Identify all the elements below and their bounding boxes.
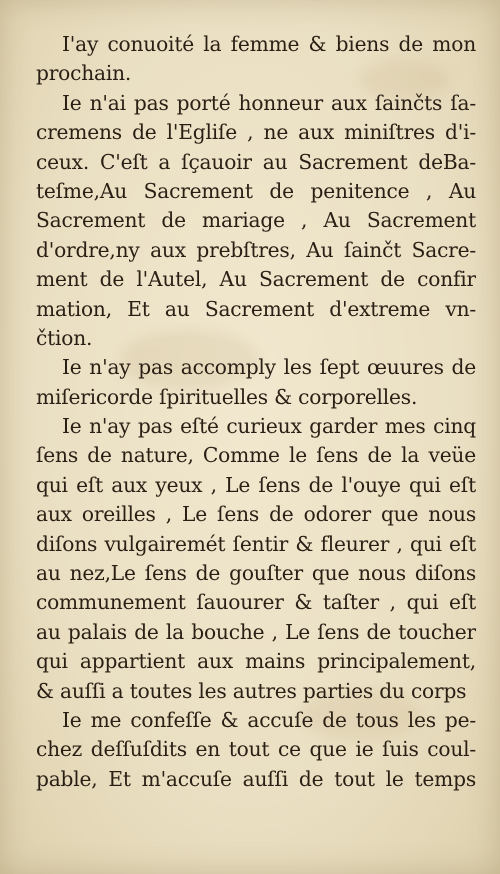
- text-line: Sacrement de mariage , Au Sacrement: [36, 208, 476, 233]
- text-line: chez deſſuſdits en tout ce que ie ſuis coul-: [36, 737, 476, 762]
- text-line: pable, Et m'accuſe auſſi de tout le temps: [36, 766, 476, 791]
- text-line: d'ordre,ny aux prebſtres, Au ſainčt Sacre-: [36, 237, 476, 262]
- text-line: ment de l'Autel, Au Sacrement de confir: [36, 267, 476, 292]
- text-line: I'ay conuoité la femme & biens de mon: [62, 32, 476, 56]
- text-line: teſme,Au Sacrement de penitence , Au: [36, 178, 476, 203]
- text-line: qui eſt aux yeux , Le ſens de l'ouye qui eſt: [36, 472, 476, 497]
- text-line: ceux. C'eſt a ſçauoir au Sacrement deBa-: [36, 149, 476, 174]
- text-line: aux oreilles , Le ſens de odorer que nous: [36, 502, 476, 527]
- page-text: [36, 30, 476, 794]
- text-line: miſericorde ſpirituelles & corporelles.: [36, 384, 418, 409]
- text-line: cremens de l'Egliſe , ne aux miniſtres d'i-: [36, 120, 476, 145]
- text-line: qui appartient aux mains principalement,: [36, 649, 476, 674]
- text-line: communement ſauourer & taſter , qui eſt: [36, 590, 476, 615]
- text-line: Ie n'ay pas eſté curieux garder mes cinq: [62, 414, 476, 439]
- text-line: mation, Et au Sacrement d'extreme vn-: [36, 296, 476, 321]
- text-line: au nez,Le ſens de gouſter que nous diſons: [36, 561, 476, 586]
- text-line: diſons vulgairemét ſentir & fleurer , qui eſt: [36, 531, 476, 556]
- text-line: prochain.: [36, 61, 132, 86]
- text-line: Ie n'ai pas porté honneur aux ſainčts ſa-: [62, 90, 476, 115]
- text-line: Ie n'ay pas accomply les ſept œuures de: [62, 355, 476, 380]
- text-line: ſens de nature, Comme le ſens de la veüe: [36, 443, 476, 468]
- text-line: čtion.: [36, 325, 93, 350]
- text-line: au palais de la bouche , Le ſens de toucher: [36, 619, 476, 644]
- text-line: Ie me confeſſe & accuſe de tous les pe-: [62, 707, 476, 732]
- text-line: & auſſi a toutes les autres parties du corps: [36, 678, 467, 703]
